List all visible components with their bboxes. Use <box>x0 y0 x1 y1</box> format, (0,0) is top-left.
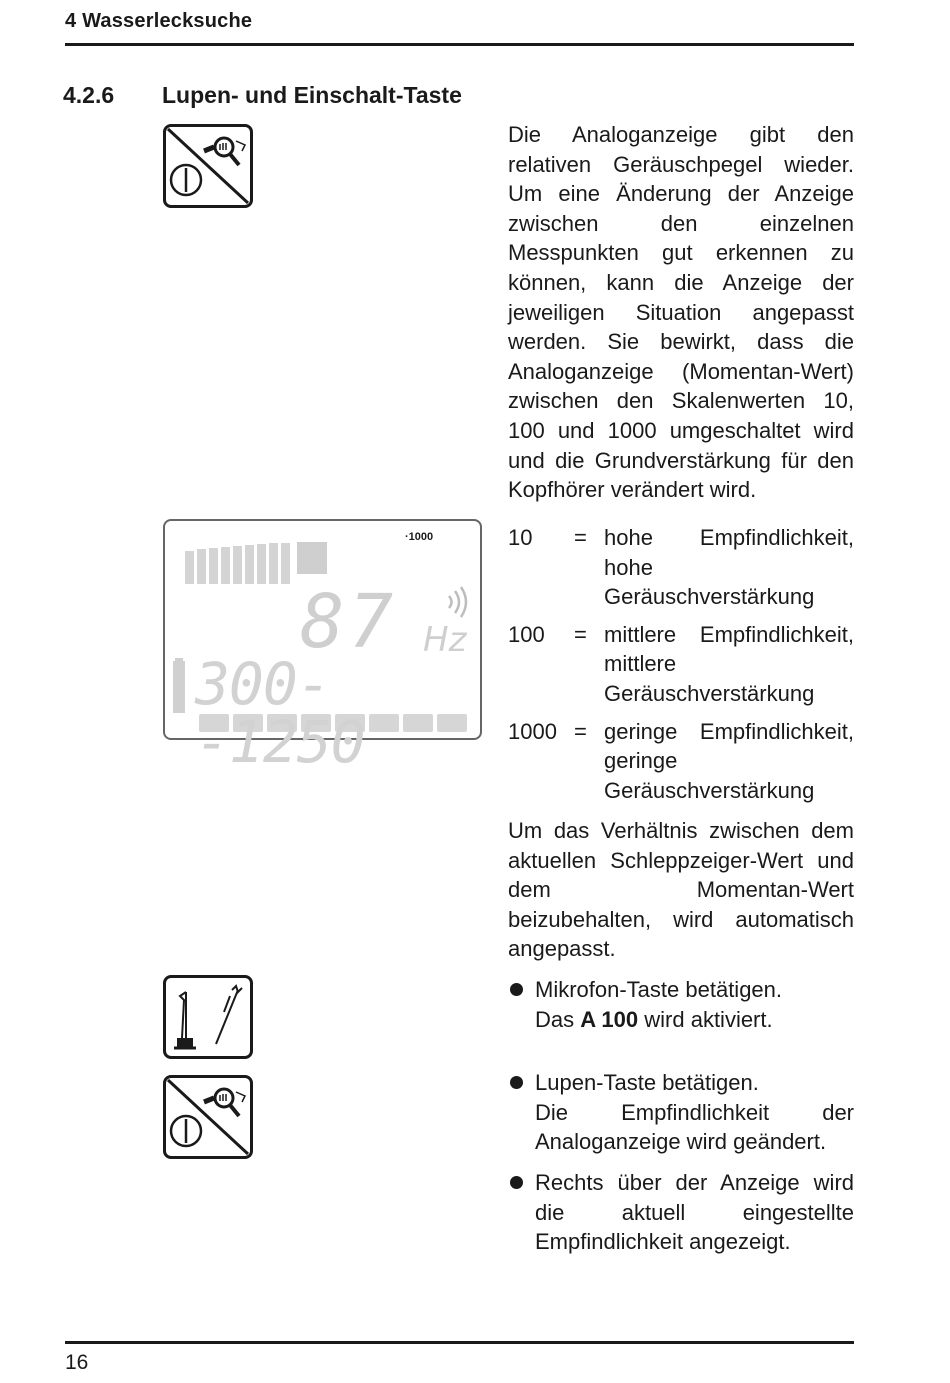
step-microphone <box>508 975 854 1034</box>
battery-icon <box>173 658 185 713</box>
magnifier-power-key-icon <box>163 1075 253 1159</box>
bullet-icon <box>510 983 523 996</box>
definition-value: geringe Empfindlichkeit, geringe Geräuschverstärkung <box>604 718 854 803</box>
bullet-icon <box>510 1176 523 1189</box>
step-instruction: Mikrofon-Taste betätigen. <box>535 977 783 1002</box>
signal-waves-icon <box>449 587 466 617</box>
ratio-paragraph: Um das Verhältnis zwischen dem aktuellen Schleppzeiger-Wert und dem Momentan-Wert beizubehalten, wird automatisch angepasst. <box>508 818 854 962</box>
definition-value: hohe Empfindlichkeit, hohe Geräuschverstärkung <box>604 525 854 610</box>
analog-bargraph <box>185 542 327 584</box>
definition-key: 10 <box>508 525 533 550</box>
section-title: Lupen- und Einschalt-Taste <box>162 82 462 108</box>
lcd-frequency-unit: Hz <box>423 620 467 660</box>
chapter-header: 4 Wasserlecksuche <box>65 10 253 32</box>
lcd-range-value: 300--1250 <box>195 650 365 776</box>
lcd-display <box>163 519 482 776</box>
section-number: 4.2.6 <box>63 82 115 108</box>
step-result: Das A 100 wird aktiviert. <box>535 1006 773 1032</box>
lcd-frequency-value: 87 <box>300 579 398 665</box>
step-instruction: Lupen-Taste betätigen. <box>535 1070 759 1095</box>
definition-equals: = <box>574 525 587 550</box>
definition-value: mittlere Empfindlichkeit, mittlere Geräuschverstärkung <box>604 621 854 706</box>
definition-row <box>508 717 854 806</box>
definition-equals: = <box>574 621 587 647</box>
step-result: Die Empfindlichkeit der Analoganzeige wird geändert. <box>535 1099 854 1155</box>
sensitivity-definitions <box>508 523 854 813</box>
microphone-key-icon <box>163 975 253 1059</box>
magnifier-power-key-icon <box>163 124 253 208</box>
lcd-range-label: ·1000 <box>405 531 434 543</box>
step-magnifier <box>508 1068 854 1157</box>
definition-equals: = <box>574 718 587 744</box>
definition-row <box>508 523 854 612</box>
footer-rule <box>65 1341 854 1344</box>
step-display-info <box>508 1168 854 1257</box>
definition-key: 100 <box>508 621 545 647</box>
header-rule <box>65 43 854 46</box>
definition-row <box>508 620 854 709</box>
step-instruction: Rechts über der Anzeige wird die aktuell eingestellte Empfindlichkeit angezeigt. <box>535 1170 854 1255</box>
bullet-icon <box>510 1076 523 1089</box>
step-result-highlight: A 100 <box>580 1006 639 1032</box>
intro-paragraph: Die Analoganzeige gibt den relativen Geräuschpegel wieder. Um eine Änderung der Anzeige zwischen den einzelnen Messpunkten gut erkennen zu können, kann die Anzeige der jeweiligen Situation angepasst werden. Sie bewirkt, dass die Analoganzeige (Momentan-Wert) zwischen den Skalenwerten 10, 100 und 1000 umgeschaltet wird und die Grundverstärkung für den Kopfhörer verändert wird. <box>508 122 854 503</box>
definition-key: 1000 <box>508 718 557 744</box>
page-number: 16 <box>65 1351 89 1374</box>
